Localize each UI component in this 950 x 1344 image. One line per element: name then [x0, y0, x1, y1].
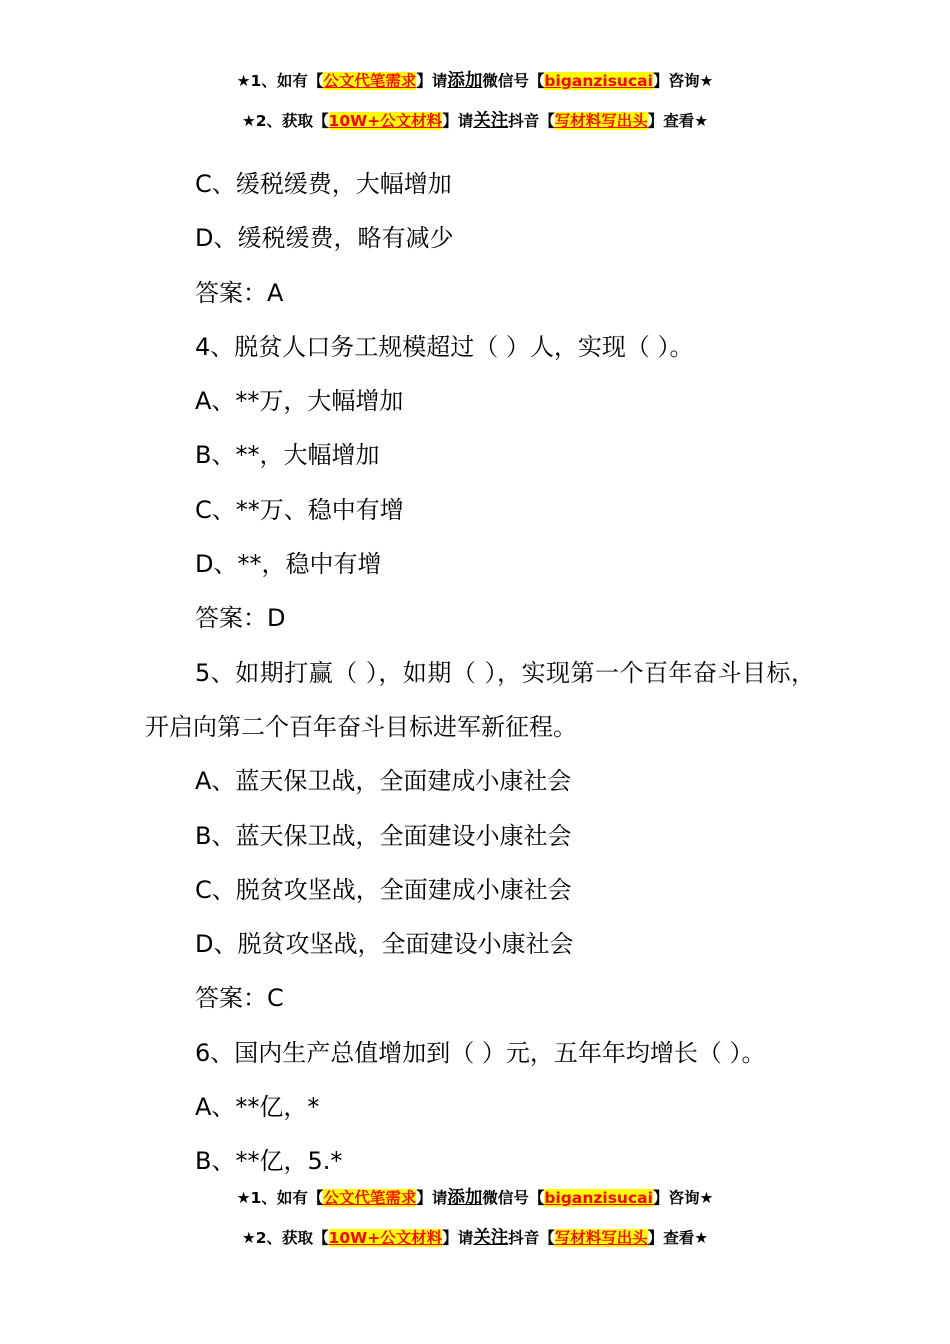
- option-line: B、**亿，5.*: [195, 1147, 343, 1176]
- option-line: C、**万、稳中有增: [195, 495, 404, 524]
- banner-text: 】请: [416, 72, 448, 90]
- option-line: C、缓税缓费，大幅增加: [195, 170, 452, 198]
- banner-text: ★2、获取【: [241, 1229, 329, 1247]
- banner-text: 】请: [442, 1229, 474, 1247]
- banner-emphasis-follow: 关注: [473, 111, 509, 131]
- banner-text: 抖音【: [508, 1229, 555, 1247]
- option-line: D、缓税缓费，略有减少: [195, 224, 454, 253]
- option-line: D、脱贫攻坚战，全面建设小康社会: [195, 930, 574, 959]
- question-line: 5、如期打赢（ ），如期（ ），实现第一个百年奋斗目标，开启向第二个百年奋斗目标进军新征程。: [145, 658, 815, 741]
- banner-text: 微信号【: [482, 1189, 545, 1207]
- banner-text: 】请: [442, 112, 474, 130]
- banner-text: 】查看★: [647, 112, 709, 130]
- banner-highlight-douyin: 写材料写出头: [554, 112, 648, 130]
- banner-line-2: [0, 101, 950, 141]
- banner-text: ★1、如有【: [236, 72, 324, 90]
- option-line: A、**万，大幅增加: [195, 387, 404, 416]
- banner-line-1: [0, 1178, 950, 1218]
- banner-highlight-materials: 10W+公文材料: [328, 112, 443, 130]
- option-line: B、**，大幅增加: [195, 441, 380, 470]
- answer-line: 答案：C: [195, 984, 284, 1013]
- document-body: [145, 157, 815, 1189]
- banner-line-2: [0, 1218, 950, 1258]
- banner-text: 】咨询★: [652, 1189, 714, 1207]
- banner-highlight-materials: 10W+公文材料: [328, 1229, 443, 1247]
- banner-line-1: [0, 61, 950, 101]
- banner-highlight-douyin: 写材料写出头: [554, 1229, 648, 1247]
- question-line: 4、脱贫人口务工规模超过（ ）人，实现（ ）。: [195, 332, 694, 361]
- banner-text: ★2、获取【: [241, 112, 329, 130]
- option-line: A、**亿，*: [195, 1093, 320, 1122]
- banner-emphasis-add: 添加: [447, 71, 483, 91]
- banner-emphasis-follow: 关注: [473, 1228, 509, 1248]
- option-line: C、脱贫攻坚战，全面建成小康社会: [195, 875, 572, 904]
- answer-line: 答案：D: [195, 604, 286, 633]
- option-line: B、蓝天保卫战，全面建设小康社会: [195, 821, 572, 850]
- banner-emphasis-add: 添加: [447, 1188, 483, 1208]
- answer-line: 答案：A: [195, 278, 284, 307]
- banner-highlight-wechat: biganzisucai: [544, 72, 653, 90]
- banner-text: 】查看★: [647, 1229, 709, 1247]
- banner-text: 】请: [416, 1189, 448, 1207]
- banner-text: ★1、如有【: [236, 1189, 324, 1207]
- option-line: D、**，稳中有增: [195, 550, 382, 579]
- footer-banner: [0, 1178, 950, 1258]
- banner-highlight-service: 公文代笔需求: [323, 1189, 417, 1207]
- banner-text: 微信号【: [482, 72, 545, 90]
- banner-highlight-service: 公文代笔需求: [323, 72, 417, 90]
- banner-text: 抖音【: [508, 112, 555, 130]
- option-line: A、蓝天保卫战，全面建成小康社会: [195, 767, 572, 796]
- banner-highlight-wechat: biganzisucai: [544, 1189, 653, 1207]
- header-banner: [0, 61, 950, 141]
- banner-text: 】咨询★: [652, 72, 714, 90]
- question-line: 6、国内生产总值增加到（ ）元，五年年均增长（ ）。: [195, 1038, 766, 1067]
